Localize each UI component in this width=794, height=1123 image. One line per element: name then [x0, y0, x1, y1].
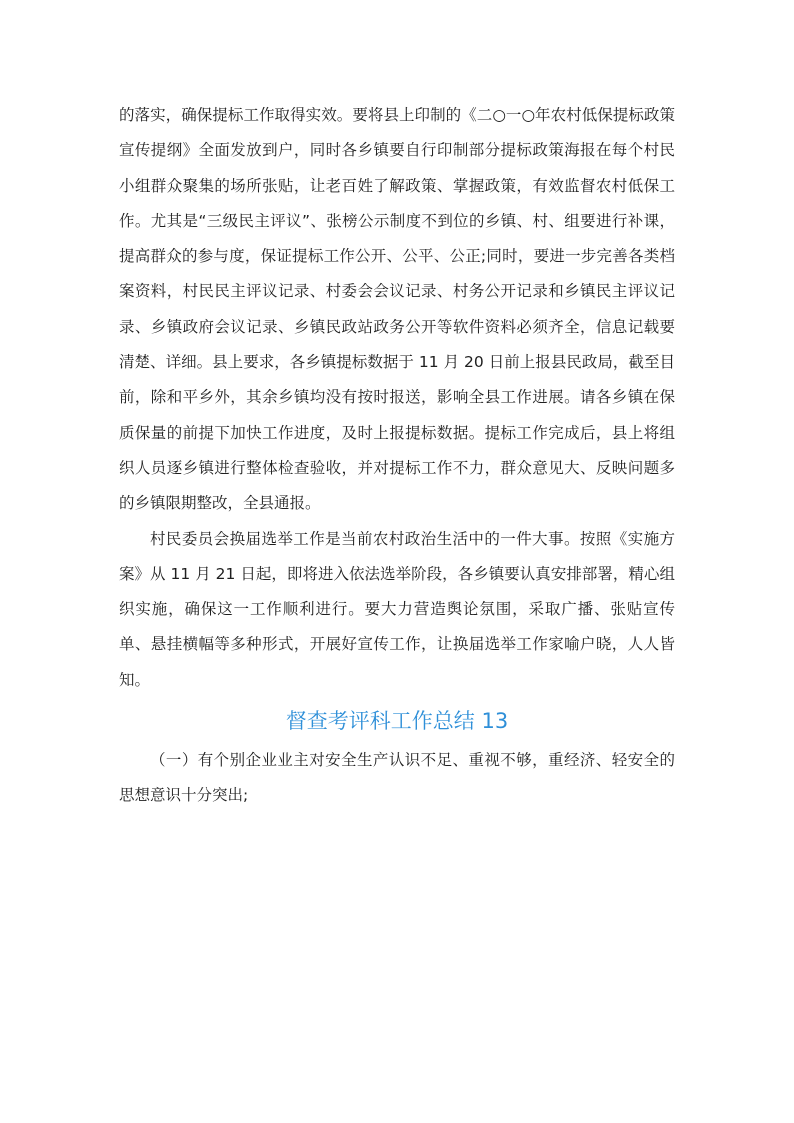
document-body	[119, 98, 675, 814]
body-paragraph-2: 村民委员会换届选举工作是当前农村政治生活中的一件大事。按照《实施方案》从 11 月 21 日起，即将进入依法选举阶段，各乡镇要认真安排部署，精心组织实施，确保这一工作顺利进行。要大力营造舆论氛围，采取广播、张贴宣传单、悬挂横幅等多种形式，开展好宣传工作，让换届选举工作家喻户晓，人人皆知。	[119, 529, 675, 689]
body-paragraph-3: （一）有个别企业业主对安全生产认识不足、重视不够，重经济、轻安全的思想意识十分突出;	[119, 751, 675, 805]
section-heading: 督查考评科工作总结 13	[285, 709, 509, 734]
body-paragraph-1: 的落实，确保提标工作取得实效。要将县上印制的《二○一○年农村低保提标政策宣传提纲》全面发放到户，同时各乡镇要自行印制部分提标政策海报在每个村民小组群众聚集的场所张贴，让老百姓了解政策、掌握政策，有效监督农村低保工作。尤其是“三级民主评议”、张榜公示制度不到位的乡镇、村、组要进行补课，提高群众的参与度，保证提标工作公开、公平、公正;同时，要进一步完善各类档案资料，村民民主评议记录、村委会会议记录、村务公开记录和乡镇民主评议记录、乡镇政府会议记录、乡镇民政站政务公开等软件资料必须齐全，信息记载要清楚、详细。县上要求，各乡镇提标数据于 11 月 20 日前上报县民政局，截至目前，除和平乡外，其余乡镇均没有按时报送，影响全县工作进展。请各乡镇在保质保量的前提下加快工作进度，及时上报提标数据。提标工作完成后，县上将组织人员逐乡镇进行整体检查验收，并对提标工作不力，群众意见大、反映问题多的乡镇限期整改，全县通报。	[119, 106, 675, 513]
